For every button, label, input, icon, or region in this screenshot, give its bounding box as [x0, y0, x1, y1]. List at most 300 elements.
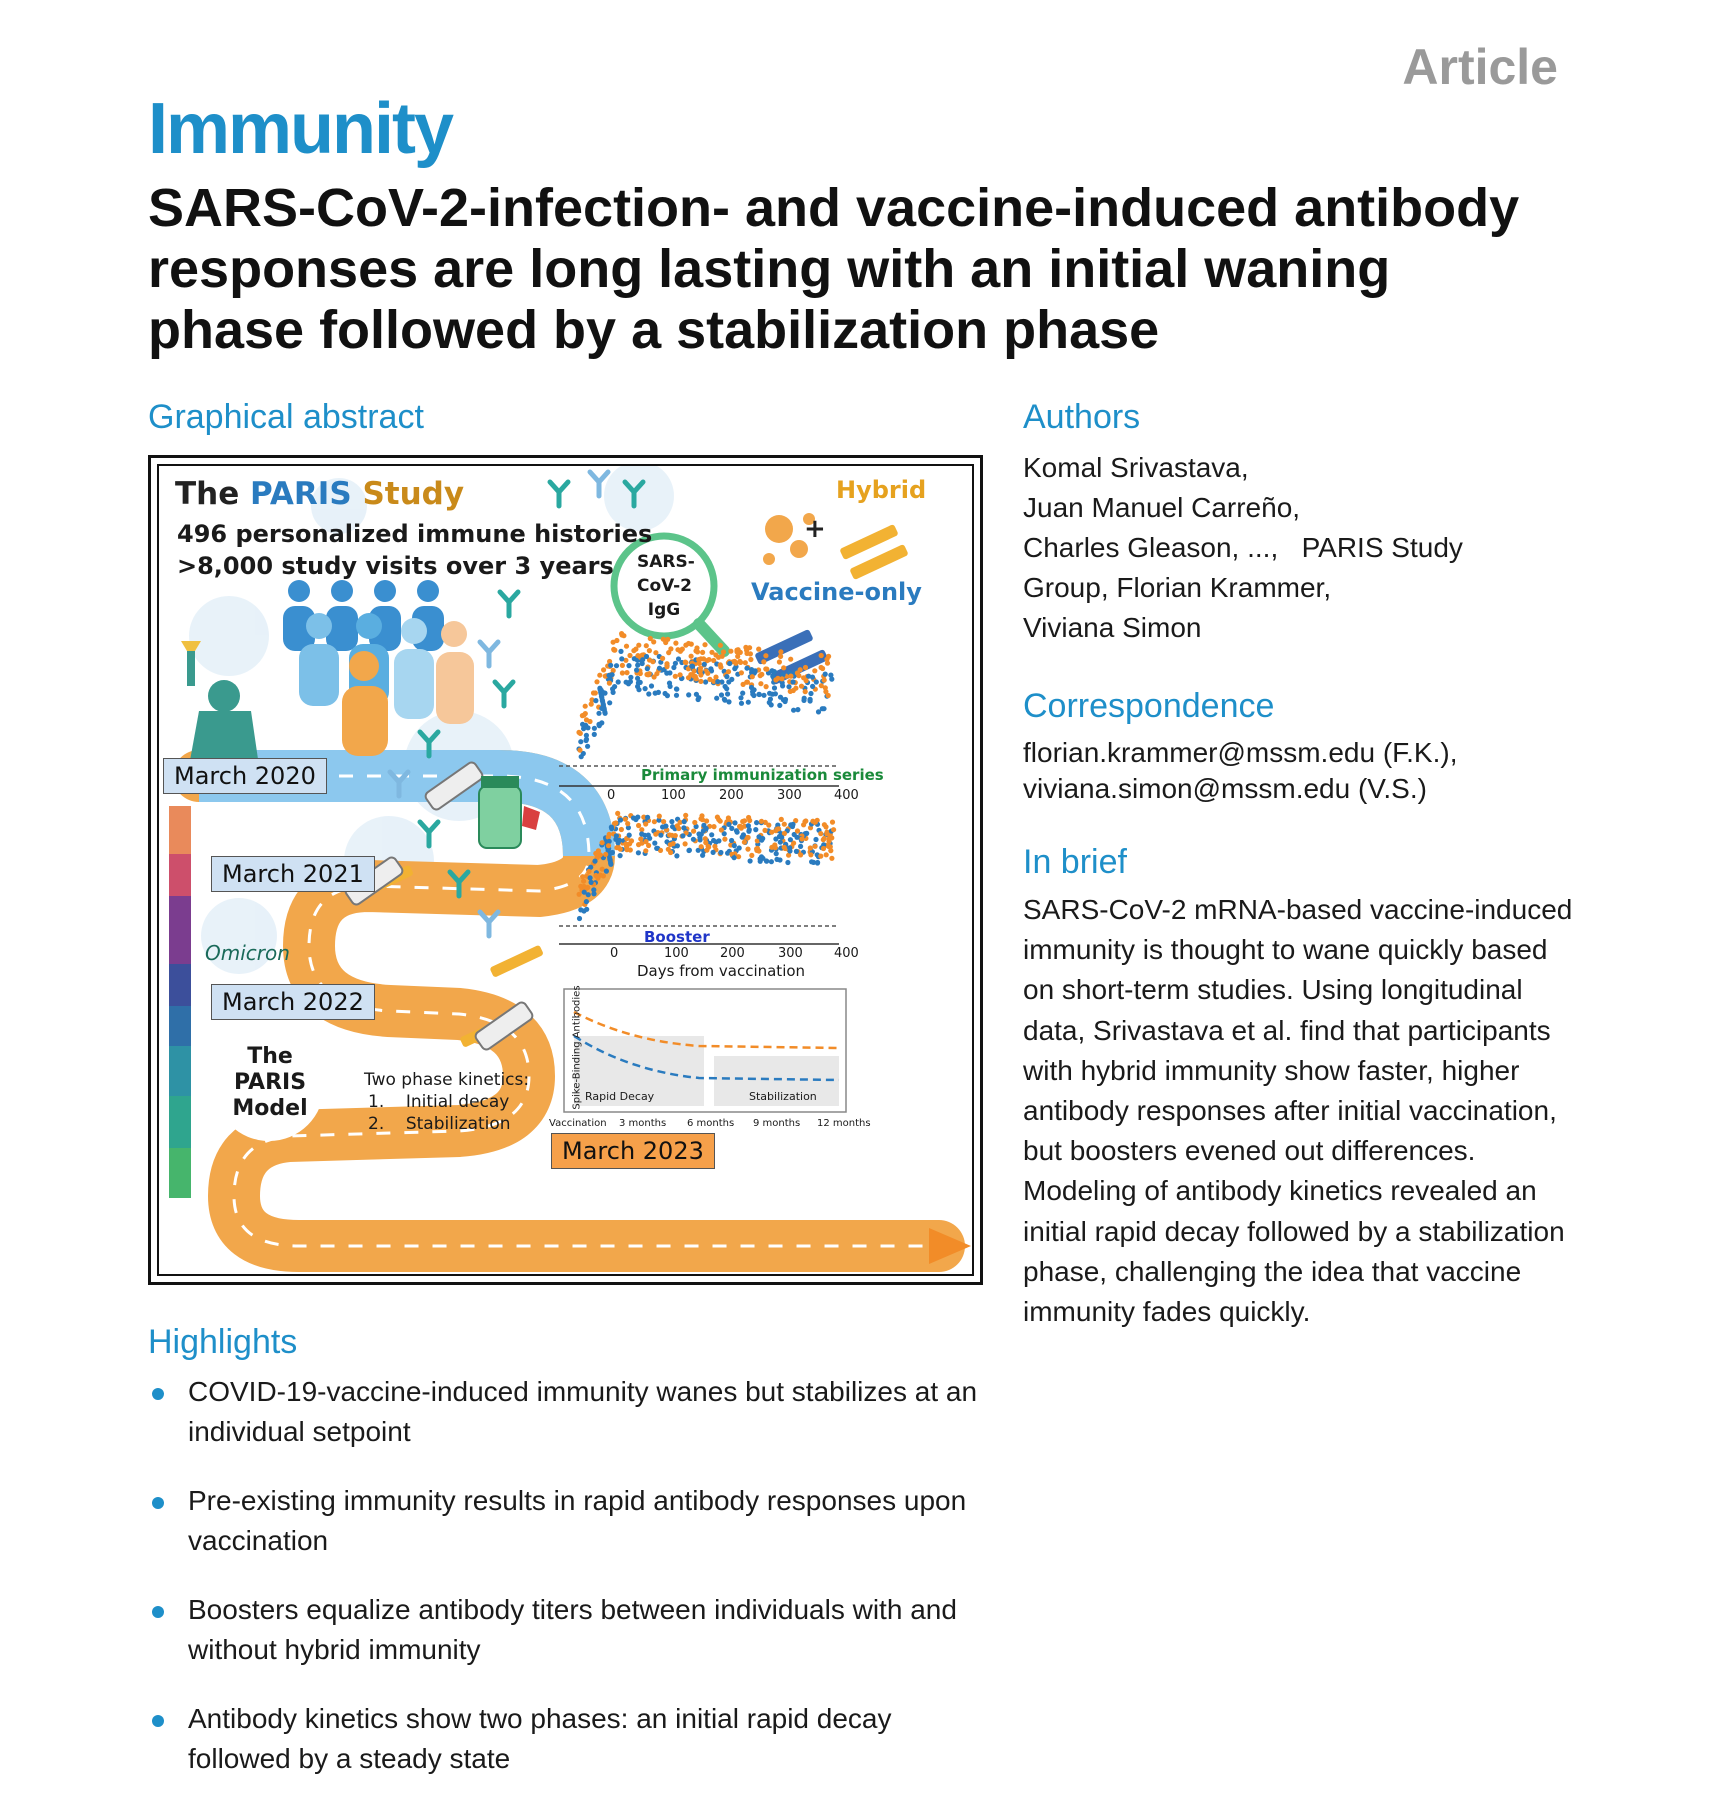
scatter-point: [763, 653, 768, 658]
scatter-point: [744, 666, 749, 671]
tick-label: 200: [719, 788, 744, 803]
scatter-point: [614, 833, 619, 838]
scatter-point: [788, 822, 793, 827]
scatter-point: [722, 698, 727, 703]
scatter-point: [777, 659, 782, 664]
stabilization-label: Stabilization: [749, 1090, 817, 1103]
scatter-point: [736, 854, 741, 859]
scatter-point: [779, 676, 784, 681]
scatter-point: [745, 847, 750, 852]
scatter-point: [593, 698, 598, 703]
email-link-simon[interactable]: viviana.simon@mssm.edu (V.S.): [1023, 773, 1427, 804]
scatter-point: [824, 852, 829, 857]
scatter-point: [704, 826, 709, 831]
scatter-point: [823, 824, 828, 829]
scatter-point: [702, 642, 707, 647]
vaccine-only-label: Vaccine-only: [751, 578, 922, 606]
model-label-line: The: [247, 1044, 293, 1069]
scatter-point: [775, 827, 780, 832]
scatter-point: [820, 706, 825, 711]
graphical-abstract-inner: [157, 464, 974, 1276]
scatter-point: [580, 874, 585, 879]
scatter-point: [758, 681, 763, 686]
scatter-point: [762, 828, 767, 833]
scatter-point: [652, 674, 657, 679]
scatter-point: [754, 820, 759, 825]
scatter-point: [693, 648, 698, 653]
scatter-point: [749, 685, 754, 690]
scatter-point: [782, 845, 787, 850]
scatter-point: [746, 829, 751, 834]
scatter-point: [697, 661, 702, 666]
scatter-point: [743, 660, 748, 665]
graphical-abstract: [148, 455, 983, 1285]
scatter-point: [577, 892, 582, 897]
highlights-heading: Highlights: [148, 1323, 298, 1361]
scatter-point: [625, 821, 630, 826]
scatter-point: [828, 673, 833, 678]
scatter-point: [746, 700, 751, 705]
scatter-point: [620, 670, 625, 675]
scatter-point: [583, 704, 588, 709]
scatter-points-booster: [577, 811, 837, 921]
bullet-icon: [152, 1606, 164, 1618]
scatter-point: [603, 852, 608, 857]
scatter-point: [718, 662, 723, 667]
booster-label: Booster: [644, 928, 710, 946]
bullet-icon: [152, 1388, 164, 1400]
scatter-point: [815, 860, 820, 865]
scatter-point: [597, 673, 602, 678]
scatter-point: [611, 690, 616, 695]
scatter-point: [606, 843, 611, 848]
scatter-point: [746, 835, 751, 840]
scatter-point: [740, 691, 745, 696]
scatter-point: [787, 848, 792, 853]
scatter-point: [612, 684, 617, 689]
scatter-point: [607, 681, 612, 686]
authors-heading: Authors: [1023, 398, 1141, 436]
highlights-list: [148, 1372, 998, 1808]
scatter-point: [631, 815, 636, 820]
tick-label: 400: [834, 788, 859, 803]
scatter-point: [721, 649, 726, 654]
scatter-point: [808, 845, 813, 850]
scatter-point: [591, 690, 596, 695]
lens-label-line: IgG: [647, 600, 681, 620]
email-link-krammer[interactable]: florian.krammer@mssm.edu (F.K.),: [1023, 737, 1458, 768]
authors-list: [1023, 448, 1543, 648]
scatter-point: [691, 837, 696, 842]
scatter-point: [617, 838, 622, 843]
scatter-point: [612, 647, 617, 652]
scatter-point: [640, 657, 645, 662]
scatter-point: [725, 691, 730, 696]
scatter-point: [691, 829, 696, 834]
author-line: Juan Manuel Carreño,: [1023, 492, 1301, 523]
scatter-point: [750, 674, 755, 679]
scatter-point: [635, 663, 640, 668]
scatter-point: [829, 856, 834, 861]
scatter-point: [808, 852, 813, 857]
scatter-point: [643, 821, 648, 826]
date-march-2022: March 2022: [211, 984, 375, 1020]
scatter-point: [709, 650, 714, 655]
scatter-point: [719, 692, 724, 697]
lens-label-line: SARS-: [637, 552, 695, 572]
scatter-point: [782, 698, 787, 703]
scatter-point: [698, 672, 703, 677]
scatter-point: [619, 631, 624, 636]
scatter-point: [626, 663, 631, 668]
scatter-point: [711, 850, 716, 855]
scatter-point: [714, 696, 719, 701]
scatter-point: [795, 828, 800, 833]
scatter-point: [664, 664, 669, 669]
scatter-point: [786, 684, 791, 689]
scatter-point: [701, 656, 706, 661]
scatter-point: [769, 830, 774, 835]
scatter-point: [583, 723, 588, 728]
scatter-point: [740, 835, 745, 840]
scatter-point: [742, 818, 747, 823]
scatter-point: [592, 859, 597, 864]
highlight-text: Boosters equalize antibody titers between individuals with and without hybrid immunity: [188, 1594, 957, 1665]
scatter-point: [675, 843, 680, 848]
highlight-item: [148, 1481, 998, 1561]
scatter-point: [600, 840, 605, 845]
highlight-text: Antibody kinetics show two phases: an initial rapid decay followed by a steady state: [188, 1703, 892, 1774]
scatter-point: [692, 820, 697, 825]
scatter-point: [735, 830, 740, 835]
scatter-point: [729, 677, 734, 682]
scatter-point: [619, 827, 624, 832]
scatter-point: [754, 846, 759, 851]
scatter-point: [674, 693, 679, 698]
scatter-point: [686, 692, 691, 697]
scatter-point: [636, 823, 641, 828]
scatter-point: [799, 684, 804, 689]
scatter-point: [782, 822, 787, 827]
scatter-point: [803, 665, 808, 670]
scatter-point: [774, 857, 779, 862]
scatter-point: [716, 838, 721, 843]
scatter-point: [818, 831, 823, 836]
scatter-point: [595, 876, 600, 881]
kinetics-text: [364, 1069, 529, 1135]
scatter-point: [715, 679, 720, 684]
scatter-point: [587, 719, 592, 724]
scatter-point: [813, 820, 818, 825]
scatter-point: [606, 673, 611, 678]
scatter-point: [633, 647, 638, 652]
scatter-point: [735, 654, 740, 659]
scatter-point: [764, 858, 769, 863]
days-axis-label: Days from vaccination: [637, 962, 806, 980]
scatter-point: [696, 695, 701, 700]
scatter-point: [698, 816, 703, 821]
scatter-point: [678, 648, 683, 653]
scatter-point: [732, 666, 737, 671]
primary-series-label: Primary immunization series: [641, 766, 884, 784]
scatter-point: [726, 822, 731, 827]
scatter-point: [610, 850, 615, 855]
scatter-point: [628, 675, 633, 680]
scatter-point: [601, 667, 606, 672]
scatter-point: [607, 700, 612, 705]
scatter-point: [791, 679, 796, 684]
scatter-point: [652, 841, 657, 846]
in-brief-heading: In brief: [1023, 843, 1127, 881]
scatter-point: [584, 733, 589, 738]
scatter-point: [788, 657, 793, 662]
scatter-point: [826, 839, 831, 844]
omicron-label: Omicron: [205, 941, 290, 965]
scatter-point: [581, 908, 586, 913]
scatter-point: [722, 837, 727, 842]
scatter-point: [779, 817, 784, 822]
scatter-point: [578, 731, 583, 736]
scatter-point: [676, 656, 681, 661]
kinetics-title: Two phase kinetics:: [364, 1070, 530, 1090]
scatter-point: [734, 649, 739, 654]
scatter-point: [669, 819, 674, 824]
scatter-point: [756, 647, 761, 652]
scatter-point: [614, 663, 619, 668]
article-label: Article: [1402, 39, 1558, 95]
scatter-point: [650, 659, 655, 664]
scatter-point: [793, 686, 798, 691]
scatter-point: [643, 848, 648, 853]
scatter-point: [732, 855, 737, 860]
scatter-point: [788, 837, 793, 842]
scatter-point: [814, 679, 819, 684]
date-march-2020: March 2020: [163, 758, 327, 794]
scatter-point: [802, 696, 807, 701]
author-line: Viviana Simon: [1023, 612, 1202, 643]
scatter-point: [645, 815, 650, 820]
scatter-point: [813, 837, 818, 842]
scatter-point: [669, 833, 674, 838]
scatter-point: [739, 701, 744, 706]
scatter-point: [791, 708, 796, 713]
scatter-point: [741, 682, 746, 687]
scatter-point: [818, 854, 823, 859]
tick-label: 0: [607, 788, 616, 803]
scatter-point: [821, 837, 826, 842]
scatter-point: [809, 859, 814, 864]
scatter-point: [582, 890, 587, 895]
scatter-point: [639, 831, 644, 836]
scatter-point: [772, 685, 777, 690]
ga-title-the: The: [175, 476, 240, 512]
scatter-point: [756, 692, 761, 697]
scatter-point: [648, 636, 653, 641]
model-tick: 12 months: [817, 1118, 871, 1129]
scatter-point: [697, 835, 702, 840]
scatter-point: [682, 819, 687, 824]
scatter-point: [747, 818, 752, 823]
scatter-point: [674, 853, 679, 858]
scatter-point: [707, 677, 712, 682]
scatter-point: [646, 691, 651, 696]
model-tick: 6 months: [687, 1118, 735, 1129]
scatter-point: [738, 824, 743, 829]
scatter-point: [788, 674, 793, 679]
scatter-point: [683, 660, 688, 665]
scatter-point: [825, 661, 830, 666]
scatter-point: [687, 848, 692, 853]
scatter-point: [819, 653, 824, 658]
scatter-point: [636, 687, 641, 692]
scatter-point: [821, 846, 826, 851]
highlight-item: [148, 1699, 998, 1779]
scatter-point: [759, 854, 764, 859]
scatter-point: [738, 695, 743, 700]
scatter-point: [644, 643, 649, 648]
bullet-icon: [152, 1497, 164, 1509]
scatter-point: [767, 691, 772, 696]
correspondence-list: [1023, 735, 1583, 807]
tick-label: 200: [720, 946, 745, 961]
scatter-point: [584, 899, 589, 904]
lens-label: [637, 550, 695, 622]
scatter-point: [653, 650, 658, 655]
scatter-point: [603, 711, 608, 716]
lens-label-line: CoV-2: [637, 576, 692, 596]
scatter-point: [665, 637, 670, 642]
scatter-point: [699, 844, 704, 849]
scatter-point: [753, 668, 758, 673]
author-line: Group, Florian Krammer,: [1023, 572, 1332, 603]
date-march-2023: March 2023: [551, 1133, 715, 1169]
kinetics-step: 1. Initial decay: [368, 1092, 510, 1112]
scatter-point: [823, 672, 828, 677]
highlight-item: [148, 1590, 998, 1670]
scatter-point: [608, 862, 613, 867]
scatter-point: [808, 691, 813, 696]
scatter-point: [799, 836, 804, 841]
author-line: Charles Gleason, ..., PARIS Study: [1023, 532, 1463, 563]
scatter-point: [646, 672, 651, 677]
scatter-point: [636, 850, 641, 855]
scatter-point: [761, 693, 766, 698]
scatter-point: [589, 880, 594, 885]
scatter-point: [627, 653, 632, 658]
scatter-point: [773, 677, 778, 682]
scatter-point: [615, 811, 620, 816]
scatter-point: [652, 819, 657, 824]
model-label-line: Model: [232, 1096, 308, 1121]
scatter-point: [599, 706, 604, 711]
scatter-point: [753, 827, 758, 832]
ga-stat-visits: >8,000 study visits over 3 years: [177, 552, 614, 580]
scatter-point: [663, 824, 668, 829]
scatter-point: [700, 650, 705, 655]
scatter-point: [781, 665, 786, 670]
scatter-point: [686, 641, 691, 646]
scatter-point: [657, 814, 662, 819]
tick-label: 400: [834, 946, 859, 961]
scatter-point: [819, 665, 824, 670]
scatter-point: [673, 674, 678, 679]
scatter-point: [742, 840, 747, 845]
scatter-point: [683, 841, 688, 846]
scatter-point: [708, 666, 713, 671]
scatter-point: [785, 860, 790, 865]
scatter-point: [647, 648, 652, 653]
scatter-point: [767, 700, 772, 705]
scatter-point: [620, 663, 625, 668]
scatter-point: [634, 668, 639, 673]
highlight-item: [148, 1372, 998, 1452]
scatter-point: [624, 680, 629, 685]
scatter-point: [618, 649, 623, 654]
scatter-point: [686, 675, 691, 680]
scatter-point: [709, 832, 714, 837]
scatter-point: [728, 649, 733, 654]
scatter-point: [718, 819, 723, 824]
scatter-point: [732, 820, 737, 825]
scatter-point: [732, 843, 737, 848]
scatter-point: [692, 668, 697, 673]
scatter-point: [577, 916, 582, 921]
scatter-point: [744, 651, 749, 656]
plus-sign: +: [804, 514, 826, 544]
scatter-point: [794, 849, 799, 854]
scatter-point: [724, 674, 729, 679]
scatter-point: [636, 842, 641, 847]
scatter-point: [638, 680, 643, 685]
scatter-point: [778, 840, 783, 845]
scatter-point: [671, 665, 676, 670]
scatter-point: [668, 850, 673, 855]
scatter-point: [618, 847, 623, 852]
scatter-point: [667, 670, 672, 675]
scatter-point: [772, 669, 777, 674]
scatter-point: [766, 823, 771, 828]
scatter-point: [619, 656, 624, 661]
scatter-point: [618, 817, 623, 822]
scatter-point: [653, 832, 658, 837]
scatter-point: [586, 869, 591, 874]
scatter-point: [749, 853, 754, 858]
scatter-point: [608, 663, 613, 668]
graphical-abstract-heading: Graphical abstract: [148, 398, 424, 436]
scatter-plot-primary: [559, 631, 839, 786]
kinetics-step: 2. Stabilization: [368, 1114, 511, 1134]
scatter-point: [758, 673, 763, 678]
scatter-point: [674, 686, 679, 691]
scatter-point: [733, 661, 738, 666]
scatter-point: [779, 835, 784, 840]
scatter-points-primary: [576, 631, 834, 759]
scatter-point: [592, 726, 597, 731]
scatter-point: [801, 675, 806, 680]
scatter-point: [624, 847, 629, 852]
scatter-point: [698, 666, 703, 671]
scatter-point: [705, 671, 710, 676]
in-brief-text: SARS-CoV-2 mRNA-based vaccine-induced immunity is thought to wane quickly based on short-term studies. Using longitudinal data, Srivastava et al. find that participants with hybrid immunity show faster, higher antibody responses after initial vaccination, but boosters evened out differences. Modeling of antibody kinetics revealed an initial rapid decay followed by a stabilization phase, challenging the idea that vaccine immunity fades quickly.: [1023, 894, 1573, 1328]
paris-model-label: [231, 1044, 309, 1122]
scatter-point: [706, 657, 711, 662]
scatter-point: [618, 853, 623, 858]
hybrid-label: Hybrid: [836, 476, 927, 504]
scatter-point: [623, 817, 628, 822]
scatter-point: [584, 738, 589, 743]
scatter-point: [738, 660, 743, 665]
highlight-text: COVID-19-vaccine-induced immunity wanes but stabilizes at an individual setpoint: [188, 1376, 978, 1447]
